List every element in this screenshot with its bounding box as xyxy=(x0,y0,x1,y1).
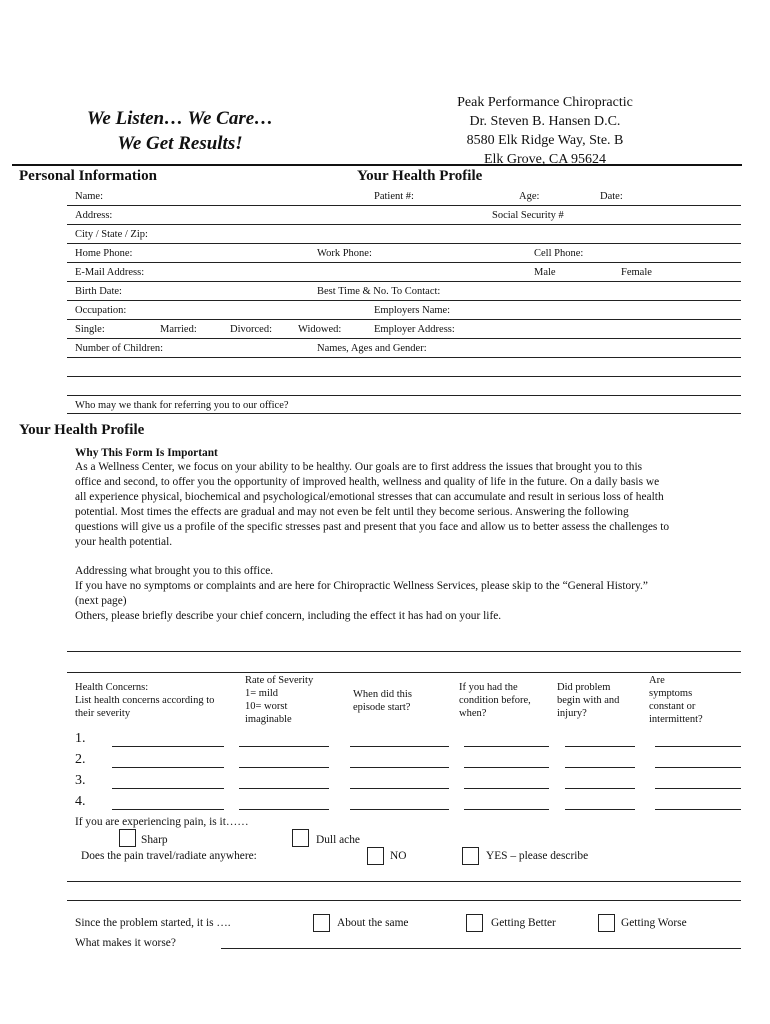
table-answer-line[interactable] xyxy=(350,809,449,810)
col-text: their severity xyxy=(75,708,131,719)
row-number: 1. xyxy=(75,731,86,746)
col-text: 1= mild xyxy=(245,688,279,699)
row-number: 2. xyxy=(75,752,86,767)
health-profile-title: Your Health Profile xyxy=(19,422,145,438)
home-phone-label: Home Phone: xyxy=(75,248,133,259)
why-line: your health potential. xyxy=(75,536,173,548)
row-number: 4. xyxy=(75,794,86,809)
sharp-checkbox[interactable] xyxy=(119,829,136,847)
names-ages-label: Names, Ages and Gender: xyxy=(317,343,427,354)
divorced-label: Divorced: xyxy=(230,324,272,335)
city-label: City / State / Zip: xyxy=(75,229,148,240)
header-divider xyxy=(12,164,742,166)
pain-describe-line-1[interactable] xyxy=(67,881,741,882)
clinic-street: 8580 Elk Ridge Way, Ste. B xyxy=(466,133,624,148)
occupation-label: Occupation: xyxy=(75,305,127,316)
table-answer-line[interactable] xyxy=(350,767,449,768)
dull-checkbox[interactable] xyxy=(292,829,309,847)
work-phone-label: Work Phone: xyxy=(317,248,372,259)
why-line: all experience physical, biochemical and psychological/emotional stresses that can accumulate and result in serious loss of health xyxy=(75,491,664,503)
name-label: Name: xyxy=(75,191,103,202)
married-label: Married: xyxy=(160,324,197,335)
col-severity xyxy=(245,674,313,726)
table-answer-line[interactable] xyxy=(112,767,224,768)
male-option[interactable]: Male xyxy=(534,267,556,278)
col-text: List health concerns according to xyxy=(75,695,215,706)
table-answer-line[interactable] xyxy=(239,809,329,810)
better-checkbox[interactable] xyxy=(466,914,483,932)
row-number: 3. xyxy=(75,773,86,788)
col-text: When did this xyxy=(353,689,412,700)
occupation-line[interactable] xyxy=(67,319,741,320)
employer-address-label: Employer Address: xyxy=(374,324,455,335)
why-line: As a Wellness Center, we focus on your ability to be healthy. Our goals are to first address the issues that brought you to this xyxy=(75,461,643,473)
clinic-doctor: Dr. Steven B. Hansen D.C. xyxy=(469,114,621,129)
table-answer-line[interactable] xyxy=(239,767,329,768)
worse-checkbox[interactable] xyxy=(598,914,615,932)
table-answer-line[interactable] xyxy=(464,767,549,768)
no-label: NO xyxy=(390,850,407,862)
slogan xyxy=(30,106,330,156)
table-answer-line[interactable] xyxy=(464,809,549,810)
col-text: condition before, xyxy=(459,695,531,706)
worse-answer-line[interactable] xyxy=(221,948,741,949)
table-answer-line[interactable] xyxy=(655,788,741,789)
chief-concern-line-2[interactable] xyxy=(67,672,741,673)
why-line: office and second, to offer you the opportunity of improved health, wellness and quality of life in the future. On a daily basis we xyxy=(75,476,660,488)
chief-concern-line-1[interactable] xyxy=(67,651,741,652)
table-answer-line[interactable] xyxy=(350,746,449,747)
name-line[interactable] xyxy=(67,205,741,206)
col-health-concerns xyxy=(75,681,214,720)
col-text: imaginable xyxy=(245,714,292,725)
col-text: injury? xyxy=(557,708,587,719)
age-label: Age: xyxy=(519,191,540,202)
table-answer-line[interactable] xyxy=(464,746,549,747)
col-text: symptoms xyxy=(649,688,693,699)
col-text: begin with and xyxy=(557,695,620,706)
address-label: Address: xyxy=(75,210,113,221)
city-line[interactable] xyxy=(67,243,741,244)
addressing-line: Addressing what brought you to this office. xyxy=(75,565,274,577)
worse-question: What makes it worse? xyxy=(75,937,176,949)
same-label: About the same xyxy=(337,917,409,929)
table-answer-line[interactable] xyxy=(565,746,635,747)
col-text: Did problem xyxy=(557,682,611,693)
birth-date-label: Birth Date: xyxy=(75,286,122,297)
female-option[interactable]: Female xyxy=(621,267,652,278)
widowed-label: Widowed: xyxy=(298,324,342,335)
health-profile-header: Your Health Profile xyxy=(357,168,483,184)
col-text: episode start? xyxy=(353,702,411,713)
clinic-name: Peak Performance Chiropractic xyxy=(457,95,633,110)
why-title: Why This Form Is Important xyxy=(75,447,218,459)
table-answer-line[interactable] xyxy=(112,788,224,789)
single-label: Single: xyxy=(75,324,105,335)
col-text: Health Concerns: xyxy=(75,682,149,693)
table-answer-line[interactable] xyxy=(112,809,224,810)
col-text: 10= worst xyxy=(245,701,288,712)
table-answer-line[interactable] xyxy=(239,746,329,747)
employers-name-label: Employers Name: xyxy=(374,305,451,316)
clinic-city: Elk Grove, CA 95624 xyxy=(483,152,607,167)
children-line[interactable] xyxy=(67,357,741,358)
col-episode-start xyxy=(353,688,412,714)
table-answer-line[interactable] xyxy=(655,746,741,747)
why-line: questions will give us a profile of the specific stresses past and present that you face and allow us to better assess the challenges to xyxy=(75,521,670,533)
table-answer-line[interactable] xyxy=(565,809,635,810)
yes-checkbox[interactable] xyxy=(462,847,479,865)
table-answer-line[interactable] xyxy=(565,767,635,768)
addressing-paragraph xyxy=(75,564,745,624)
table-answer-line[interactable] xyxy=(112,746,224,747)
table-answer-line[interactable] xyxy=(350,788,449,789)
col-text: If you had the xyxy=(459,682,518,693)
col-text: Rate of Severity xyxy=(245,675,314,686)
col-text: when? xyxy=(459,708,487,719)
email-label: E-Mail Address: xyxy=(75,267,145,278)
col-constant xyxy=(649,674,703,726)
col-text: Are xyxy=(649,675,665,686)
table-answer-line[interactable] xyxy=(464,788,549,789)
table-answer-line[interactable] xyxy=(565,788,635,789)
address-line[interactable] xyxy=(67,224,741,225)
no-checkbox[interactable] xyxy=(367,847,384,865)
marital-line[interactable] xyxy=(67,338,741,339)
col-text: constant or xyxy=(649,701,696,712)
same-checkbox[interactable] xyxy=(313,914,330,932)
addressing-line: If you have no symptoms or complaints and are here for Chiropractic Wellness Services, please skip to the “General History.” xyxy=(75,580,648,592)
email-line[interactable] xyxy=(67,281,741,282)
pain-question: If you are experiencing pain, is it…… xyxy=(75,816,249,828)
travel-question: Does the pain travel/radiate anywhere: xyxy=(81,850,257,862)
children-line-2[interactable] xyxy=(67,376,741,377)
yes-label: YES – please describe xyxy=(486,850,589,862)
personal-info-title: Personal Information xyxy=(19,168,157,184)
sharp-label: Sharp xyxy=(141,834,168,846)
slogan-line-1: We Listen… We Care… xyxy=(86,108,274,129)
col-condition-before xyxy=(459,681,531,720)
col-injury xyxy=(557,681,619,720)
date-label: Date: xyxy=(600,191,623,202)
better-label: Getting Better xyxy=(491,917,556,929)
phone-line[interactable] xyxy=(67,262,741,263)
best-time-label: Best Time & No. To Contact: xyxy=(317,286,441,297)
cell-phone-label: Cell Phone: xyxy=(534,248,584,259)
referral-label: Who may we thank for referring you to our office? xyxy=(75,400,289,411)
worse-label: Getting Worse xyxy=(621,917,687,929)
dull-label: Dull ache xyxy=(316,834,360,846)
pain-describe-line-2[interactable] xyxy=(67,900,741,901)
clinic-address xyxy=(415,93,675,169)
slogan-line-2: We Get Results! xyxy=(117,133,243,154)
children-label: Number of Children: xyxy=(75,343,164,354)
table-answer-line[interactable] xyxy=(655,809,741,810)
why-paragraph xyxy=(75,460,745,550)
progress-question: Since the problem started, it is …. xyxy=(75,917,231,929)
table-answer-line[interactable] xyxy=(239,788,329,789)
col-text: intermittent? xyxy=(649,714,703,725)
why-line: potential. Most times the effects are gradual and may not even be felt until they become serious. Answering the following xyxy=(75,506,629,518)
addressing-line: Others, please briefly describe your chief concern, including the effect it has had on your life. xyxy=(75,610,502,622)
birth-line[interactable] xyxy=(67,300,741,301)
children-line-3[interactable] xyxy=(67,395,741,396)
ssn-label: Social Security # xyxy=(492,210,564,221)
addressing-line: (next page) xyxy=(75,595,127,607)
patient-no-label: Patient #: xyxy=(374,191,414,202)
table-answer-line[interactable] xyxy=(655,767,741,768)
referral-line[interactable] xyxy=(67,413,741,414)
